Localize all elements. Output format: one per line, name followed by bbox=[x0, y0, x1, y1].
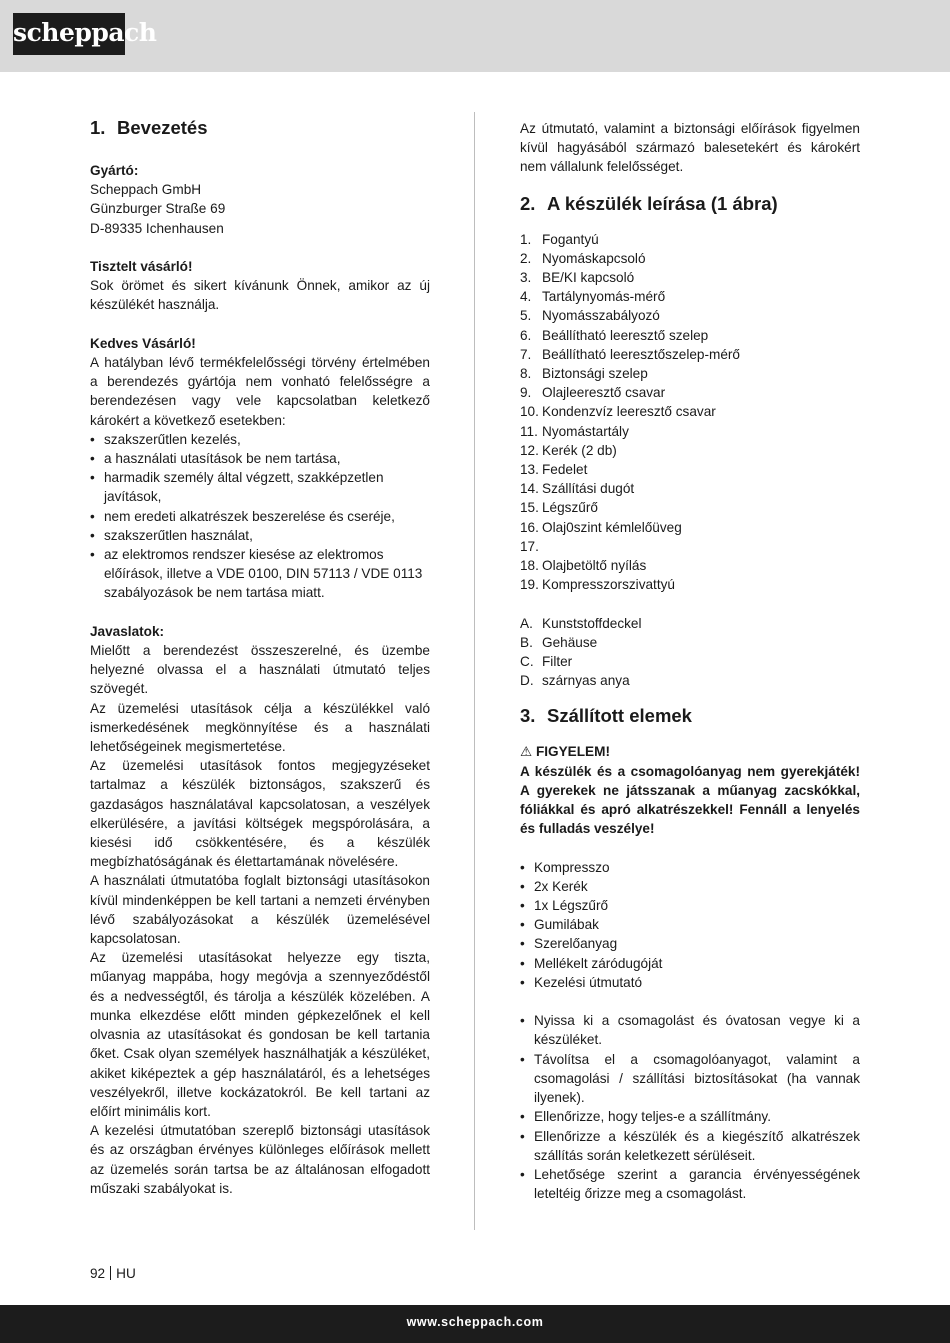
list-item: 8. Biztonsági szelep bbox=[520, 366, 648, 382]
section-3-heading: 3. Szállított elemek bbox=[520, 705, 692, 727]
advice-label: Javaslatok: bbox=[90, 623, 165, 639]
warning-title: ⚠ FIGYELEM! bbox=[520, 744, 610, 760]
list-item: 12. Kerék (2 db) bbox=[520, 442, 617, 458]
list-item: 15. Légszűrő bbox=[520, 500, 598, 516]
list-item: 14. Szállítási dugót bbox=[520, 481, 635, 497]
list-item: A. Kunststoffdeckel bbox=[520, 615, 642, 631]
list-item: • Lehetősége szerint a garancia érvényességének leteltéig őrizze meg a csomagolást. bbox=[520, 1165, 860, 1203]
list-item: 17. bbox=[520, 538, 539, 554]
list-item: 4. Tartálynyomás-mérő bbox=[520, 289, 666, 305]
list-item: 2. Nyomáskapcsoló bbox=[520, 250, 646, 266]
separator bbox=[110, 1266, 111, 1280]
left-column bbox=[90, 112, 430, 1198]
advice-paragraph: Az üzemelési utasítások fontos megjegyzéseket tartalmaz a készülék biztonságos, szakszerű és gazdaságos használatával kapcsolatosan, a veszélyek elkerülésére, a javítási költségek megspórolására, a kiesési idő csökkentésére, és a készülék megbízhatóságának és élettartamának növelésére. bbox=[90, 758, 430, 870]
list-item: 10. Kondenzvíz leeresztő csavar bbox=[520, 404, 716, 420]
list-item: • Mellékelt záródugóját bbox=[520, 954, 860, 973]
scheppach-logo: scheppach bbox=[13, 13, 125, 55]
manufacturer-line: Scheppach GmbH bbox=[90, 182, 202, 198]
advice-paragraph: A kezelési útmutatóban szereplő biztonsági utasítások és az országban érvényes különleges előírások mellett az üzemelés során tartsa be az általánosan elfogadott műszaki szabályokat is. bbox=[90, 1123, 430, 1196]
list-item: 16. Olaj0szint kémlelőüveg bbox=[520, 519, 682, 535]
list-item: 3. BE/KI kapcsoló bbox=[520, 270, 635, 286]
list-item: 13. Fedelet bbox=[520, 462, 588, 478]
greeting-1-label: Tisztelt vásárló! bbox=[90, 259, 193, 274]
list-item: C. Filter bbox=[520, 654, 573, 670]
manufacturer-label: Gyártó: bbox=[90, 163, 139, 178]
list-item: • Ellenőrizze a készülék és a kiegészítő alkatrészek szállítás során keletkezett sérüléseit. bbox=[520, 1127, 860, 1165]
footer-bar bbox=[0, 1305, 950, 1343]
column-divider bbox=[474, 112, 475, 1230]
list-item: 9. Olajleeresztő csavar bbox=[520, 385, 666, 401]
list-item: • 1x Légszűrő bbox=[520, 896, 860, 915]
list-item: • nem eredeti alkatrészek beszerelése és cseréje, bbox=[90, 507, 430, 526]
parts-list bbox=[520, 230, 860, 595]
greeting-1-text: Sok örömet és sikert kívánunk Önnek, amikor az új készülékét használja. bbox=[90, 278, 430, 313]
warning-text: A készülék és a csomagolóanyag nem gyerekjáték! A gyerekek ne játsszanak a műanyag zacskókkal, fóliákkal és apró alkatrészekkel! Fennáll a lenyelés és fulladás veszélye! bbox=[520, 763, 860, 837]
list-item: • Gumilábak bbox=[520, 915, 860, 934]
components-list bbox=[520, 614, 860, 691]
list-item: • Kezelési útmutató bbox=[520, 973, 860, 992]
list-item: 19. Kompresszorszivattyú bbox=[520, 577, 675, 593]
page-header bbox=[0, 0, 950, 72]
advice-paragraph: Mielőtt a berendezést összeszerelné, és üzembe helyezné olvassa el a használati útmutató teljes szövegét. bbox=[90, 643, 430, 697]
list-item: B. Gehäuse bbox=[520, 634, 598, 650]
website-link[interactable]: www.scheppach.com bbox=[406, 1315, 544, 1329]
page-number: 92 HU bbox=[90, 1266, 136, 1281]
advice-paragraph: Az üzemelési utasítások célja a készülékkel való ismerkedésének megkönnyítése és a használati lehetőségeinek megismertetése. bbox=[90, 700, 430, 755]
list-item: 7. Beállítható leeresztőszelep-mérő bbox=[520, 346, 740, 362]
list-item: • a használati utasítások be nem tartása, bbox=[90, 449, 430, 468]
advice-paragraph: A használati útmutatóba foglalt biztonsági utasításokon kívül mindenképpen be kell tartani a nemzeti érvényben lévő szabályozásokat a készülék üzemelésével kapcsolatosan. bbox=[90, 873, 430, 947]
right-column bbox=[520, 119, 860, 1203]
list-item: 1. Fogantyú bbox=[520, 231, 599, 247]
manufacturer-line: D-89335 Ichenhausen bbox=[90, 220, 224, 236]
section-1-heading: 1. Bevezetés bbox=[90, 117, 208, 138]
list-item: • Ellenőrizze, hogy teljes-e a szállítmány. bbox=[520, 1107, 860, 1126]
list-item: • Nyissa ki a csomagolást és óvatosan vegye ki a készüléket. bbox=[520, 1011, 860, 1049]
list-item: • harmadik személy által végzett, szakképzetlen javítások, bbox=[90, 468, 430, 506]
list-item: • Szerelőanyag bbox=[520, 934, 860, 953]
list-item: 11. Nyomástartály bbox=[520, 423, 629, 439]
list-item: 6. Beállítható leeresztő szelep bbox=[520, 327, 709, 343]
disclaimer-text: Az útmutató, valamint a biztonsági előírások figyelmen kívül hagyásából származó balesetekért és károkért nem vállalunk felelősséget. bbox=[520, 121, 860, 175]
list-item: • az elektromos rendszer kiesése az elektromos előírások, illetve a VDE 0100, DIN 57113 / VDE 0113 szabályozások be nem tartása miatt. bbox=[90, 545, 430, 603]
section-2-heading: 2. A készülék leírása (1 ábra) bbox=[520, 192, 778, 214]
greeting-2-text: A hatályban lévő termékfelelősségi törvény értelmében a berendezés gyártója nem vonható felelősségre a berendezésen vagy vele kapcsolatban keletkező károkért a következő esetekben: bbox=[90, 355, 430, 428]
list-item: 5. Nyomásszabályozó bbox=[520, 308, 660, 324]
list-item: • szakszerűtlen használat, bbox=[90, 526, 430, 545]
delivery-contents-list bbox=[520, 858, 860, 992]
list-item: • 2x Kerék bbox=[520, 877, 860, 896]
list-item: D. szárnyas anya bbox=[520, 673, 630, 689]
advice-paragraph: Az üzemelési utasításokat helyezze egy tiszta, műanyag mappába, hogy megóvja a szennyeződéstől és a nedvességtől, és tárolja a készülék közelében. A munka elkezdése előtt minden gépkezelőnek el kell olvasnia az utasításokat és gondosan be kell tartania őket. Csak olyan személyek használhatják a készüléket, akiket kiképeztek a gép használatáról, és a lehetséges veszélyekről, illetve kockázatokról. Be kell tartani az előírt minimális kort. bbox=[90, 950, 430, 1119]
liability-cases-list bbox=[90, 430, 430, 603]
unpacking-steps-list bbox=[520, 1011, 860, 1203]
list-item: 18. Olajbetöltő nyílás bbox=[520, 558, 647, 574]
list-item: • szakszerűtlen kezelés, bbox=[90, 430, 430, 449]
manufacturer-line: Günzburger Straße 69 bbox=[90, 201, 226, 217]
list-item: • Távolítsa el a csomagolóanyagot, valamint a csomagolási / szállítási biztosításokat (ha vannak ilyenek). bbox=[520, 1050, 860, 1108]
greeting-2-label: Kedves Vásárló! bbox=[90, 335, 196, 351]
list-item: • Kompresszo bbox=[520, 858, 860, 877]
